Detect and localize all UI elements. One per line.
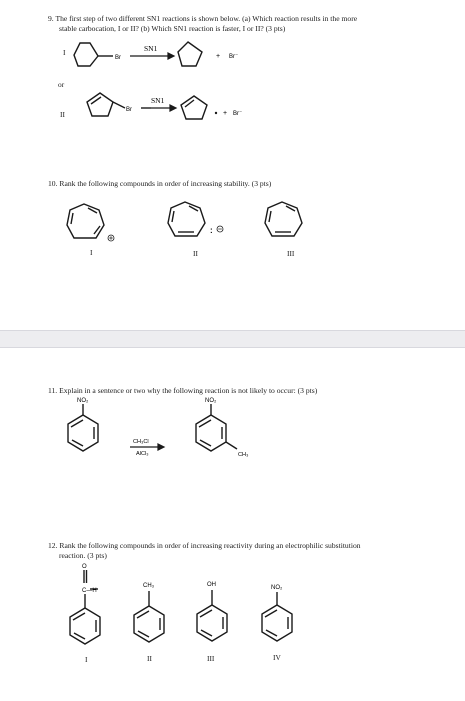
reaction-II-bromide: Br⁻ xyxy=(233,111,243,117)
reaction-I-br: Br xyxy=(115,55,121,61)
compound-II-substituent: CH₃ xyxy=(143,583,155,589)
compound-I-label: I xyxy=(90,248,93,257)
compound-III-phenol xyxy=(197,590,227,641)
nitrotoluene-product xyxy=(196,404,237,451)
question-12-line-2: reaction. (3 pts) xyxy=(59,550,107,560)
reaction-II-plus: + xyxy=(223,110,228,117)
reaction-II-sn1-label: SN1 xyxy=(151,96,165,105)
compound-IV-nitrobenzene xyxy=(262,592,292,641)
reaction-I-bromide: Br⁻ xyxy=(229,54,239,60)
compound-III-label: III xyxy=(287,249,295,258)
q12-compound-I-label: I xyxy=(85,655,88,664)
reaction-II-product xyxy=(181,96,207,119)
q12-compound-III-label: III xyxy=(207,654,215,663)
question-11-text: 11. Explain in a sentence or two why the following reaction is not likely to occur: (3 pts) xyxy=(48,386,318,395)
reaction-II-radical-dot xyxy=(215,112,217,114)
reaction-II-label: II xyxy=(60,110,65,119)
product-nitro-group: NO₂ xyxy=(205,398,217,404)
compound-I-substituent: C—H xyxy=(82,588,97,594)
reaction-I-label: I xyxy=(63,48,66,57)
compound-IV-substituent: NO₂ xyxy=(271,585,283,591)
or-label: or xyxy=(58,80,65,89)
question-11-12-structures xyxy=(0,348,465,701)
compound-III-cycloheptatriene xyxy=(265,202,302,236)
reaction-I-sn1-label: SN1 xyxy=(144,44,158,53)
product-methyl-group: CH₃ xyxy=(238,452,249,458)
nitrobenzene-reactant xyxy=(68,404,98,451)
reaction-I-product xyxy=(178,42,202,66)
compound-I-oxygen: O xyxy=(82,564,87,570)
worksheet-page-1 xyxy=(0,0,465,331)
reagent-chloromethane: CH₃Cl xyxy=(133,439,149,445)
reaction-I-plus: + xyxy=(216,53,221,60)
reagent-aluminum-chloride: AlCl₃ xyxy=(136,451,149,457)
compound-I-cycloheptatrienyl-cation xyxy=(67,204,104,238)
reaction-II-br: Br xyxy=(126,107,132,113)
reaction-II-reactant xyxy=(87,93,151,116)
reaction-I-reactant xyxy=(74,43,113,66)
q12-compound-IV-label: IV xyxy=(273,653,281,662)
question-12-text xyxy=(48,541,460,560)
compound-III-substituent: OH xyxy=(207,582,216,588)
compound-II-label: II xyxy=(193,249,198,258)
reaction-I-arrow xyxy=(130,53,174,59)
compound-II-lone-pair: : xyxy=(210,226,213,235)
reaction-II-arrow xyxy=(151,105,176,111)
worksheet-page-2 xyxy=(0,347,465,701)
question-12-line-1: 12. Rank the following compounds in order of increasing reactivity during an electrophilic substitution xyxy=(48,541,361,550)
question-9-line-1: 9. The first step of two different SN1 reactions is shown below. (a) Which reaction results in the more xyxy=(48,14,358,23)
q12-compound-II-label: II xyxy=(147,654,152,663)
question-9-line-2: stable carbocation, I or II? (b) Which SN1 reaction is faster, I or II? (3 pts) xyxy=(59,23,286,33)
compound-II-toluene xyxy=(134,591,164,642)
question-10-text: 10. Rank the following compounds in order of increasing stability. (3 pts) xyxy=(48,179,272,188)
reactant-nitro-group: NO₂ xyxy=(77,398,89,404)
compound-I-benzaldehyde xyxy=(70,570,100,644)
question-9-10-structures xyxy=(0,0,465,330)
compound-II-cycloheptatrienyl-anion xyxy=(168,202,205,236)
